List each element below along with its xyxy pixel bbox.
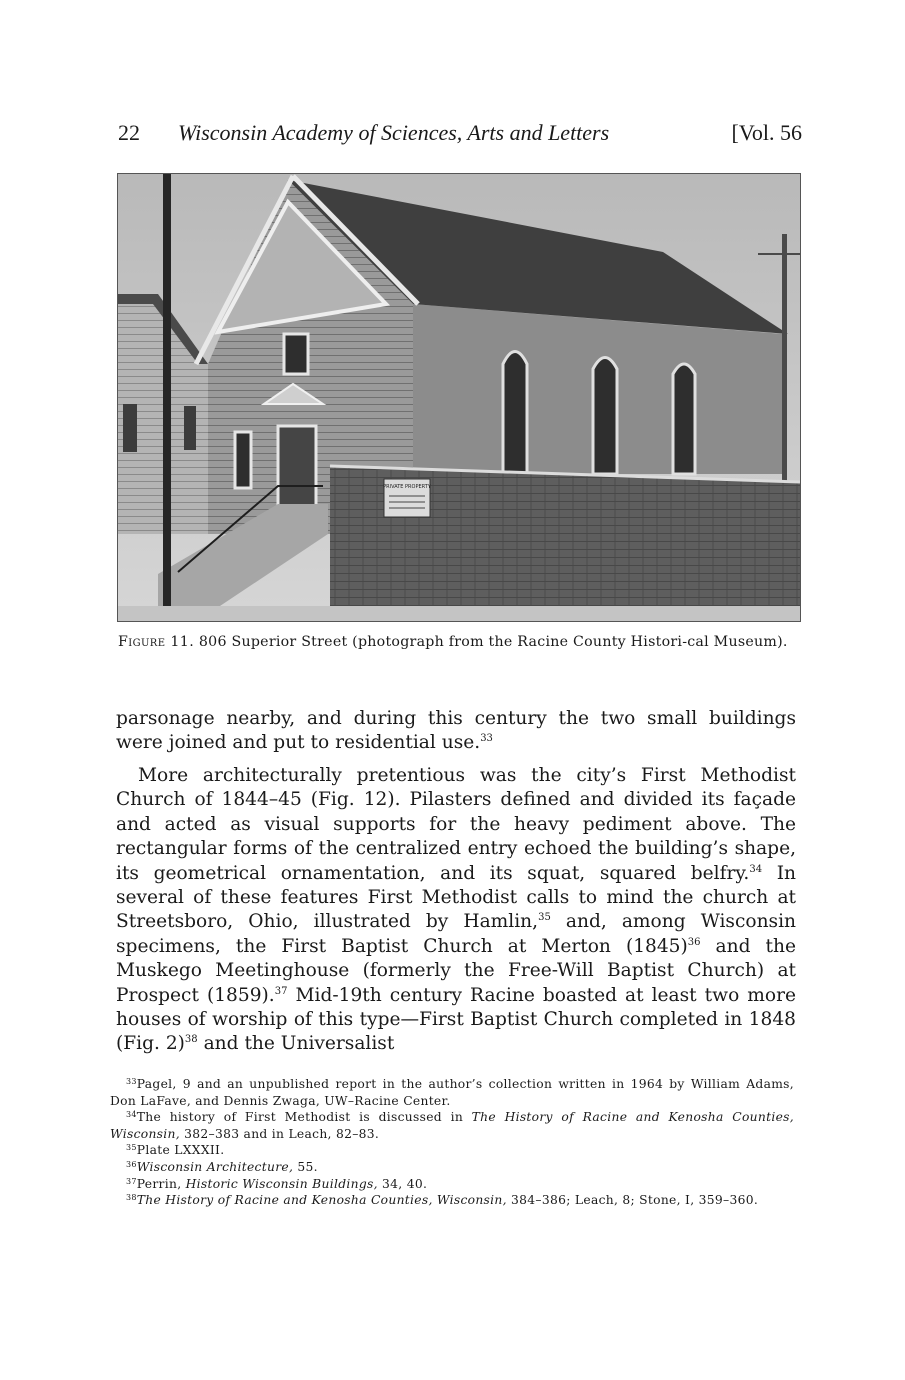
footnote-37 xyxy=(110,1176,794,1193)
footnotes xyxy=(110,1076,794,1209)
footnote-ref: 38 xyxy=(184,1034,198,1046)
sign-text: PRIVATE PROPERTY xyxy=(383,484,431,490)
footnote-text: 382–383 and in Leach, 82–83. xyxy=(179,1126,380,1141)
caption-text: 806 Superior Street (photograph from the Racine County Histori-cal Museum). xyxy=(198,634,788,650)
footnote-35 xyxy=(110,1142,794,1159)
footnote-ref: 33 xyxy=(480,733,493,745)
footnote-ref: 36 xyxy=(687,936,701,948)
running-header xyxy=(118,120,802,150)
footnote-33 xyxy=(110,1076,794,1109)
footnote-text: 384–386; Leach, 8; Stone, I, 359–360. xyxy=(506,1193,759,1208)
paragraph-text: and, among Wisconsin specimens, the First Baptist Church at Merton (1845) xyxy=(116,911,797,957)
figure-label: Figure 11. xyxy=(118,634,195,650)
paragraph-continuation xyxy=(116,707,796,756)
footnote-text: 34, 40. xyxy=(377,1176,428,1191)
footnote-number: 34 xyxy=(126,1110,137,1120)
footnote-text: Plate LXXXII. xyxy=(136,1143,225,1158)
footnote-38 xyxy=(110,1192,794,1209)
footnote-ref: 34 xyxy=(749,863,763,875)
footnote-text: Perrin, xyxy=(136,1176,186,1191)
paragraph-text: and the Universalist xyxy=(197,1033,395,1055)
paragraph-text: In several of these features First Methodist calls to mind the church at Streetsboro, Ohio, illustrated by Hamlin, xyxy=(116,862,797,933)
footnote-number: 37 xyxy=(126,1176,137,1186)
journal-title: Wisconsin Academy of Sciences, Arts and Letters xyxy=(178,120,610,145)
utility-pole xyxy=(163,174,171,621)
paragraph-text: More architecturally pretentious was the city’s First Methodist Church of 1844–45 (Fig. 12). Pilasters defined and divided its façade and acted as visual supports for the heavy pediment above. The rectangular forms of the centralized entry echoed the building’s shape, its geometrical ornamentation, and its squat, squared belfry. xyxy=(116,765,796,884)
church-photograph xyxy=(117,173,801,622)
paragraph-text: parsonage nearby, and during this century the two small buildings were joined and put to residential use. xyxy=(116,708,796,754)
paragraph-text: Mid-19th century Racine boasted at least two more houses of worship of this type—First Baptist Church completed in 1848 (Fig. 2) xyxy=(116,984,797,1055)
footnote-number: 38 xyxy=(126,1193,137,1203)
page-number: 22 xyxy=(118,120,140,145)
footnote-ref: 37 xyxy=(274,985,288,997)
paragraph-methodist xyxy=(116,764,796,1057)
paragraph-text: and the Muskego Meetinghouse (formerly the Free-Will Baptist Church) at Prospect (1859). xyxy=(116,935,796,1006)
footnote-34 xyxy=(110,1109,794,1142)
figure-caption xyxy=(118,632,794,652)
footnote-number: 33 xyxy=(126,1077,137,1086)
footnote-text: Pagel, 9 and an unpublished report in the author’s collection written in 1964 by William Adams, Don LaFave, and Dennis Zwaga, UW–Racine Center. xyxy=(110,1077,794,1108)
footnote-title: The History of Racine and Kenosha Counties, Wisconsin, xyxy=(110,1110,794,1141)
footnote-number: 35 xyxy=(126,1143,137,1153)
footnote-title: The History of Racine and Kenosha Counties, Wisconsin, xyxy=(136,1193,507,1208)
footnote-title: Historic Wisconsin Buildings, xyxy=(185,1176,378,1191)
volume-label: [Vol. 56 xyxy=(731,120,802,145)
footnote-36 xyxy=(110,1159,794,1176)
footnote-text: The history of First Methodist is discussed in xyxy=(136,1110,472,1125)
footnote-text: 55. xyxy=(293,1159,318,1174)
footnote-title: Wisconsin Architecture, xyxy=(136,1159,294,1174)
footnote-ref: 35 xyxy=(538,912,551,924)
footnote-number: 36 xyxy=(126,1159,137,1169)
